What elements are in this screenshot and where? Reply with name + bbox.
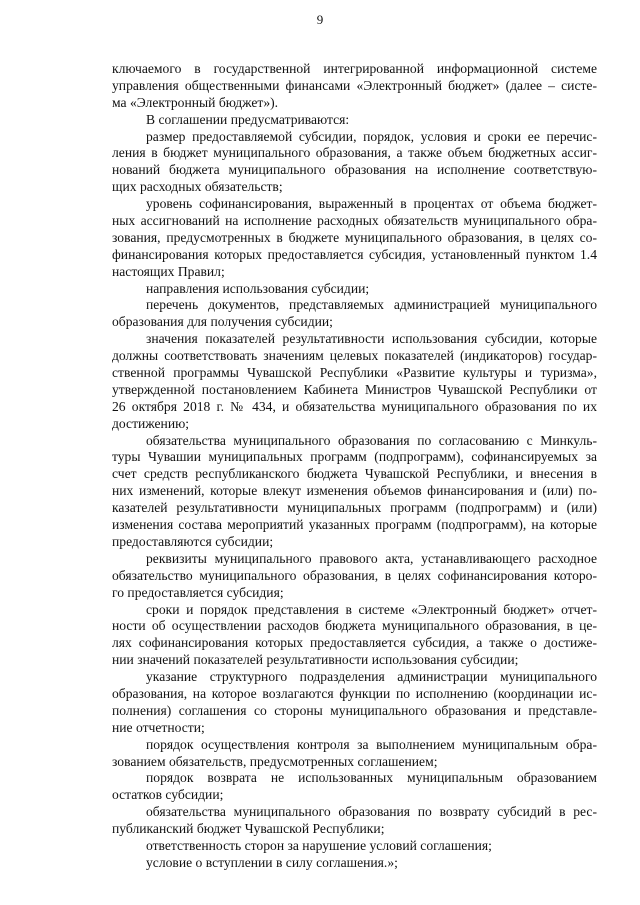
text-line: зования, предусмотренных в бюджете муниципального образования, в целях со- xyxy=(112,229,597,245)
text-line: указание структурного подразделения администрации муниципального xyxy=(146,669,597,685)
text-line: ности об осуществлении расходов бюджета муниципального образования, в це- xyxy=(112,618,597,634)
text-line: казателей результативности муниципальных программ (подпрограмм) и (или) xyxy=(112,500,597,516)
text-line: туры Чувашии муниципальных программ (подпрограмм), софинансируемых за xyxy=(112,449,597,465)
text-line: нований бюджета муниципального образования на исполнение соответствую- xyxy=(112,162,597,178)
text-line: утвержденной постановлением Кабинета Министров Чувашской Республики от xyxy=(112,381,597,397)
text-line: остатков субсидии; xyxy=(112,787,224,803)
text-line: ответственность сторон за нарушение условий соглашения; xyxy=(146,837,492,853)
text-line: ключаемого в государственной интегрированной информационной системе xyxy=(112,61,597,76)
text-line: образования, на которое возлагаются функции по исполнению (координации ис- xyxy=(112,685,597,701)
text-line: уровень софинансирования, выраженный в процентах от объема бюджет- xyxy=(146,196,597,212)
text-line: обязательства муниципального образования по возврату субсидий в рес- xyxy=(146,804,597,820)
text-line: ления в бюджет муниципального образования, а также объем бюджетных ассиг- xyxy=(112,145,597,161)
text-line: финансирования которых предоставляется субсидия, установленный пунктом 1.4 xyxy=(112,246,597,262)
text-line: реквизиты муниципального правового акта, устанавливающего расходное xyxy=(146,550,597,566)
text-line: обязательства муниципального образования по согласованию с Минкуль- xyxy=(146,432,597,448)
text-line: ние отчетности; xyxy=(112,719,205,735)
text-line: порядок возврата не использованных муниципальным образованием xyxy=(146,770,597,786)
text-line: В соглашении предусматриваются: xyxy=(146,111,350,127)
text-line: лях софинансирования которых предоставляется субсидия, а также о достиже- xyxy=(112,635,597,651)
text-line: значения показателей результативности использования субсидии, которые xyxy=(146,331,597,347)
text-line: нии значений показателей результативности использования субсидии; xyxy=(112,652,519,668)
text-line: предоставляются субсидии; xyxy=(112,533,274,549)
text-line: счет средств республиканского бюджета Чувашской Республики, и внесения в xyxy=(112,466,597,482)
text-line: сроки и порядок представления в системе «Электронный бюджет» отчет- xyxy=(146,601,597,617)
text-line: ма «Электронный бюджет»). xyxy=(112,94,279,110)
text-line: изменения состава мероприятий указанных программ (подпрограмм), на которые xyxy=(112,517,597,533)
text-line: полнения) соглашения со стороны муниципального образования и представле- xyxy=(112,702,597,718)
text-line: достижению; xyxy=(112,415,190,431)
text-line: 26 октября 2018 г. № 434, и обязательства муниципального образования по их xyxy=(112,398,597,414)
text-line: перечень документов, представляемых администрацией муниципального xyxy=(146,297,597,313)
text-line: публиканский бюджет Чувашской Республики; xyxy=(112,821,385,837)
text-line: го предоставляется субсидия; xyxy=(112,584,284,600)
document-body xyxy=(112,61,597,872)
text-line: зованием обязательств, предусмотренных соглашением; xyxy=(112,753,438,769)
text-line: настоящих Правил; xyxy=(112,263,225,279)
text-line: щих расходных обязательств; xyxy=(112,179,283,195)
text-line: ных ассигнований на исполнение расходных обязательств муниципального обра- xyxy=(112,213,597,229)
text-line: ственной программы Чувашской Республики «Развитие культуры и туризма», xyxy=(112,365,597,381)
text-line: условие о вступлении в силу соглашения.»; xyxy=(146,854,398,870)
text-line: них изменений, которые влекут изменения объемов финансирования и (или) по- xyxy=(112,483,597,499)
text-line: обязательство муниципального образования, в целях софинансирования которо- xyxy=(112,567,597,583)
text-line: образования для получения субсидии; xyxy=(112,314,333,330)
text-line: управления общественными финансами «Электронный бюджет» (далее – систе- xyxy=(112,77,597,93)
text-line: порядок осуществления контроля за выполнением муниципальным обра- xyxy=(146,736,597,752)
text-line: направления использования субсидии; xyxy=(146,280,370,296)
text-line: размер предоставляемой субсидии, порядок, условия и сроки ее перечис- xyxy=(146,128,597,144)
page-number: 9 xyxy=(316,12,324,27)
text-line: должны соответствовать значениям целевых показателей (индикаторов) государ- xyxy=(112,348,597,364)
